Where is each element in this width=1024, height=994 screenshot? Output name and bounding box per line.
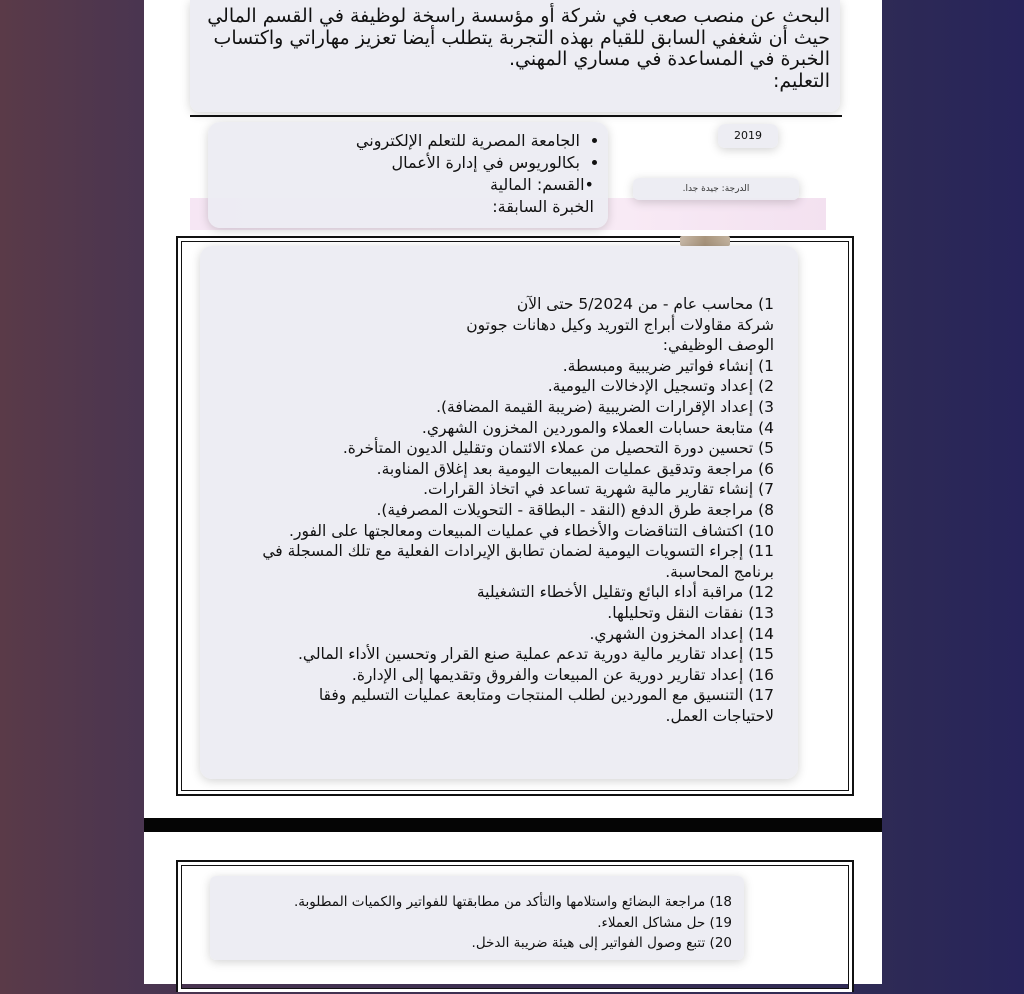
additional-tasks-section — [210, 876, 744, 960]
education-list — [208, 130, 594, 174]
education-year: 2019 — [718, 124, 778, 148]
objective-line: حيث أن شغفي السابق للقيام بهذه التجربة يتطلب أيضا تعزيز مهاراتي واكتساب — [213, 26, 830, 49]
task-line: 20) تتبع وصول الفواتير إلى هيئة ضريبة الدخل. — [471, 935, 732, 951]
experience-line: 2) إعداد وتسجيل الإدخالات اليومية. — [547, 377, 774, 396]
task-line: 18) مراجعة البضائع واستلامها والتأكد من مطابقتها للفواتير والكميات المطلوبة. — [293, 894, 732, 910]
experience-line: 4) متابعة حسابات العملاء والموردين المخزون الشهري. — [421, 418, 774, 437]
experience-line: الوصف الوظيفي: — [662, 336, 774, 355]
intro-divider — [190, 115, 842, 117]
experience-heading: الخبرة السابقة: — [492, 197, 594, 216]
experience-line: 13) نفقات النقل وتحليلها. — [607, 603, 774, 622]
page-separator — [144, 818, 882, 832]
experience-line: 12) مراقبة أداء البائع وتقليل الأخطاء التشغيلية — [476, 583, 774, 602]
experience-section — [200, 246, 798, 779]
decorative-strip — [680, 236, 730, 246]
experience-line: 11) إجراء التسويات اليومية لضمان تطابق الإيرادات الفعلية مع تلك المسجلة في — [262, 542, 774, 561]
experience-line: 3) إعداد الإقرارات الضريبية (ضريبة القيمة المضافة). — [436, 397, 774, 416]
experience-line: شركة مقاولات أبراج التوريد وكيل دهانات جوتون — [466, 315, 774, 334]
objective-line: الخبرة في المساعدة في مساري المهني. — [509, 48, 830, 70]
task-line: 19) حل مشاكل العملاء. — [597, 914, 732, 931]
experience-line: 16) إعداد تقارير دورية عن المبيعات والفروق وتقديمها إلى الإدارة. — [351, 665, 774, 684]
experience-line: 8) مراجعة طرق الدفع (النقد - البطاقة - التحويلات المصرفية). — [376, 500, 774, 519]
education-department: •القسم: المالية — [490, 175, 594, 194]
education-grade: الدرجة: جيدة جدا. — [633, 178, 799, 200]
education-section — [208, 122, 608, 228]
experience-line: 14) إعداد المخزون الشهري. — [589, 624, 774, 643]
experience-line: 15) إعداد تقارير مالية دورية تدعم عملية صنع القرار وتحسين الأداء المالي. — [297, 645, 774, 664]
experience-line: 7) إنشاء تقارير مالية شهرية تساعد في اتخاذ القرارات. — [423, 480, 774, 499]
objective-section — [190, 0, 840, 112]
education-item: • الجامعة المصرية للتعلم الإلكتروني — [208, 130, 580, 152]
experience-line: 17) التنسيق مع الموردين لطلب المنتجات ومتابعة عمليات التسليم وفقا — [318, 686, 774, 705]
experience-line: 6) مراجعة وتدقيق عمليات المبيعات اليومية بعد إغلاق المناوبة. — [376, 459, 774, 478]
education-item: • بكالوريوس في إدارة الأعمال — [208, 152, 580, 174]
experience-line: 1) محاسب عام - من 5/2024 حتى الآن — [516, 295, 774, 313]
experience-line: برنامج المحاسبة. — [665, 562, 774, 581]
experience-line: 1) إنشاء فواتير ضريبية ومبسطة. — [562, 356, 774, 375]
education-heading: التعليم: — [772, 69, 830, 92]
experience-line: 5) تحسين دورة التحصيل من عملاء الائتمان وتقليل الديون المتأخرة. — [342, 439, 774, 458]
experience-line: لاحتياجات العمل. — [665, 706, 774, 725]
experience-line: 10) اكتشاف التناقضات والأخطاء في عمليات المبيعات ومعالجتها على الفور. — [289, 521, 774, 540]
objective-line: البحث عن منصب صعب في شركة أو مؤسسة راسخة لوظيفة في القسم المالي — [207, 5, 830, 27]
